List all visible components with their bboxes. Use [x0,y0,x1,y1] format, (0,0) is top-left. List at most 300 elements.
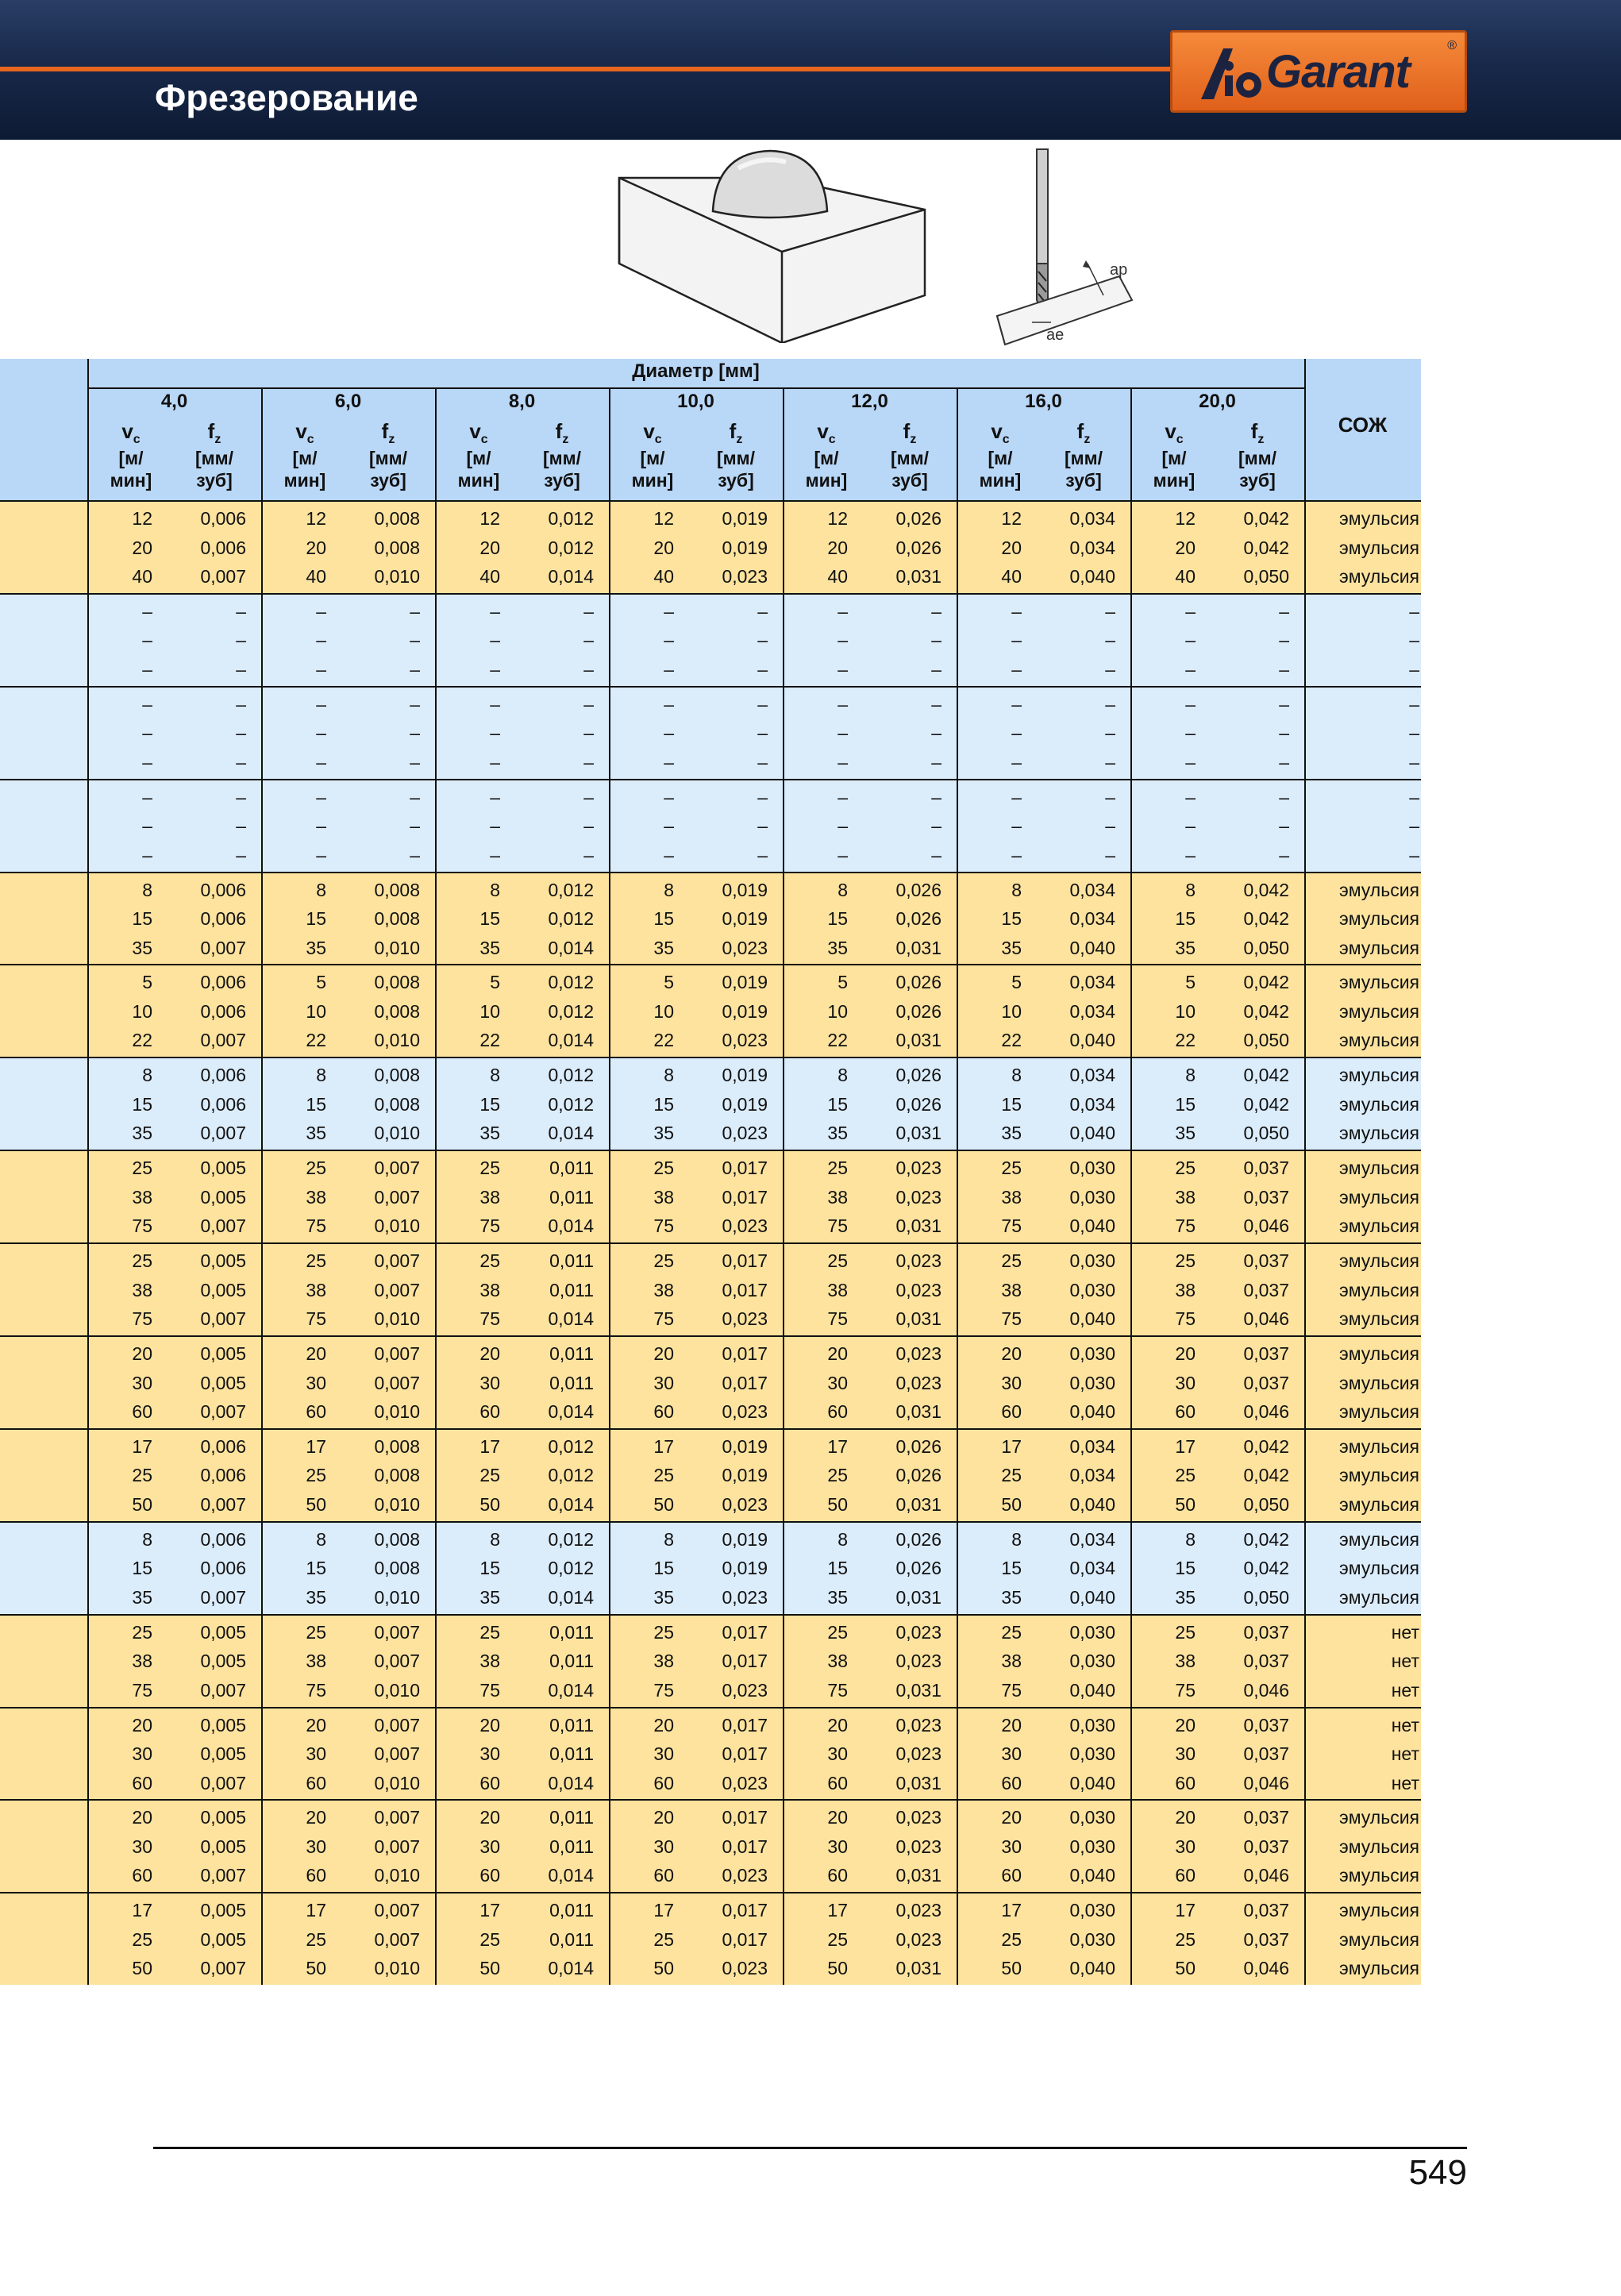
vc-value: – [316,751,326,772]
coolant-value: эмульсия [1338,1250,1419,1272]
coolant-value: эмульсия [1338,1000,1419,1022]
fz-value: – [410,658,420,680]
vc-value: – [490,658,500,680]
fz-value: 0,037 [1243,1714,1289,1735]
fz-value: 0,023 [722,1123,768,1144]
vc-unit-line2: мин] [283,470,326,491]
fz-value: – [757,630,768,651]
table-row [0,1584,1421,1612]
fz-value: 0,040 [1069,1308,1115,1330]
vc-value: 30 [653,1743,674,1765]
vc-value: 10 [1001,1000,1022,1022]
material-group [0,1614,1421,1707]
fz-value: – [1105,658,1115,680]
table-row [0,998,1421,1027]
vc-unit-line2: мин] [631,470,674,491]
fz-value: 0,042 [1243,879,1289,900]
vc-unit-line2: мин] [457,470,500,491]
fz-value: 0,023 [722,1586,768,1608]
material-group [0,779,1421,872]
fz-value: 0,007 [374,1743,420,1765]
fz-value: 0,007 [374,1900,420,1921]
ball-end-mill-icon [984,144,1175,351]
vc-value: 25 [1001,1465,1022,1486]
coolant-value: – [1409,786,1419,807]
vc-value: 50 [479,1493,500,1515]
fz-value: – [931,844,941,865]
coolant-value: – [1409,844,1419,865]
fz-subscript: z [910,433,917,447]
vc-value: 35 [479,937,500,958]
vc-value: – [316,630,326,651]
fz-value: 0,012 [548,508,594,529]
vc-value: 60 [1001,1772,1022,1793]
fz-value: 0,014 [548,1308,594,1330]
vc-value: 8 [837,1528,848,1550]
fz-value: 0,037 [1243,1186,1289,1208]
fz-value: 0,017 [722,1807,768,1828]
vc-value: 22 [479,1030,500,1051]
vc-value: 20 [132,1343,152,1365]
fz-value: 0,010 [374,1958,420,1979]
fz-value: 0,012 [548,879,594,900]
vc-value: – [142,693,152,715]
vc-value: – [1185,693,1196,715]
fz-value: 0,005 [200,1372,246,1393]
fz-unit-line2: зуб] [718,470,754,491]
vc-value: – [837,600,848,622]
vc-value: 75 [479,1215,500,1237]
vc-value: 15 [479,1093,500,1115]
vc-value: 38 [653,1651,674,1672]
coolant-value: эмульсия [1338,879,1419,900]
fz-value: 0,026 [895,908,941,930]
vc-symbol [791,419,862,447]
fz-value: 0,042 [1243,1065,1289,1086]
vc-value: 12 [1175,508,1196,529]
vc-value: 50 [1001,1493,1022,1515]
fz-subscript: z [214,433,221,447]
coolant-value: эмульсия [1338,1928,1419,1950]
vc-value: 20 [827,1714,848,1735]
vc-value: 20 [132,1807,152,1828]
vc-value: – [490,815,500,837]
fz-unit-line2: зуб] [544,470,580,491]
fz-value: 0,012 [548,1465,594,1486]
vc-value: 60 [306,1772,326,1793]
fz-value: 0,017 [722,1621,768,1643]
fz-value: 0,007 [200,1493,246,1515]
fz-value: 0,017 [722,1372,768,1393]
vc-value: 17 [479,1435,500,1457]
fz-value: 0,023 [722,1493,768,1515]
vc-value: 35 [1001,1586,1022,1608]
column-divider [261,389,263,500]
vc-value: 30 [132,1372,152,1393]
table-row [0,1433,1421,1462]
fz-value: 0,007 [200,1772,246,1793]
vc-value: 60 [132,1772,152,1793]
fz-value: – [236,693,246,715]
fz-value: 0,008 [374,972,420,993]
fz-value: 0,031 [895,1493,941,1515]
fz-value: 0,050 [1243,1586,1289,1608]
vc-symbol-text: v [991,419,1003,443]
vc-unit-line1: [м/ [640,448,665,468]
vc-value: 50 [132,1493,152,1515]
fz-value: 0,031 [895,1030,941,1051]
vc-value: 75 [1175,1215,1196,1237]
fz-value: 0,023 [722,1308,768,1330]
vc-value: 30 [306,1372,326,1393]
fz-value: 0,023 [722,1958,768,1979]
vc-value: 35 [132,1586,152,1608]
vc-symbol [269,419,341,447]
column-divider [783,389,784,500]
fz-value: 0,040 [1069,1679,1115,1701]
vc-value: – [1011,815,1022,837]
vc-value: 25 [132,1465,152,1486]
vc-value: 60 [827,1401,848,1423]
vc-value: 25 [1001,1250,1022,1272]
fz-value: 0,007 [374,1651,420,1672]
vc-value: 50 [1175,1493,1196,1515]
material-group [0,1057,1421,1150]
fz-value: 0,023 [895,1250,941,1272]
vc-value: – [316,600,326,622]
table-row [0,934,1421,963]
vc-subscript: c [1002,433,1010,447]
fz-value: 0,006 [200,537,246,558]
fz-value: 0,006 [200,972,246,993]
fz-value: 0,042 [1243,1435,1289,1457]
fz-value: 0,019 [722,972,768,993]
fz-value: 0,014 [548,1215,594,1237]
fz-value: 0,040 [1069,1772,1115,1793]
fz-value: 0,031 [895,1586,941,1608]
fz-value: 0,037 [1243,1836,1289,1857]
fz-value: 0,050 [1243,1030,1289,1051]
vc-value: 38 [132,1651,152,1672]
vc-value: 8 [1011,1528,1022,1550]
vc-symbol [443,419,514,447]
vc-value: 20 [479,1714,500,1735]
fz-value: 0,011 [549,1651,594,1672]
fz-value: 0,023 [722,1679,768,1701]
table-row [0,1027,1421,1055]
fz-symbol [348,419,428,447]
vc-value: 25 [479,1158,500,1179]
vc-value: 38 [1001,1186,1022,1208]
vc-value: 50 [653,1493,674,1515]
vc-value: 25 [1001,1621,1022,1643]
coolant-value: эмульсия [1338,1558,1419,1579]
fz-value: 0,026 [895,1465,941,1486]
fz-value: – [1105,815,1115,837]
fz-value: 0,042 [1243,972,1289,993]
fz-value: 0,023 [722,1401,768,1423]
vc-value: 30 [479,1836,500,1857]
vc-value: 75 [306,1308,326,1330]
fz-value: 0,014 [548,1586,594,1608]
vc-value: – [142,844,152,865]
vc-value: 35 [827,1123,848,1144]
fz-value: 0,026 [895,972,941,993]
vc-value: 17 [306,1435,326,1457]
fz-subscript: z [736,433,743,447]
fz-value: – [757,844,768,865]
fz-value: 0,007 [200,1123,246,1144]
vc-value: 25 [306,1465,326,1486]
diameter-value: 8,0 [508,391,536,412]
fz-value: 0,007 [200,1030,246,1051]
table-row [0,1277,1421,1305]
table-body [0,500,1421,1985]
vc-value: 17 [1001,1435,1022,1457]
fz-value: 0,042 [1243,1000,1289,1022]
fz-value: 0,031 [895,1865,941,1886]
vc-value: 5 [664,972,674,993]
fz-value: – [1105,600,1115,622]
coolant-value: эмульсия [1338,1158,1419,1179]
fz-value: 0,023 [895,1651,941,1672]
vc-unit-line2: мин] [979,470,1022,491]
fz-value: 0,011 [549,1714,594,1735]
fz-value: 0,007 [200,1958,246,1979]
vc-value: 17 [132,1435,152,1457]
fz-value: – [236,600,246,622]
fz-value: – [410,722,420,744]
vc-value: 60 [1175,1401,1196,1423]
fz-subscript: z [1084,433,1091,447]
fz-value: – [931,600,941,622]
vc-value: 35 [1001,1123,1022,1144]
fz-value: 0,026 [895,1558,941,1579]
vc-value: 20 [479,537,500,558]
vc-value: 38 [1001,1651,1022,1672]
fz-symbol [696,419,776,447]
fz-subscript: z [388,433,395,447]
fz-value: – [1105,844,1115,865]
vc-value: 35 [827,1586,848,1608]
fz-value: 0,017 [722,1279,768,1300]
coolant-value: – [1409,722,1419,744]
fz-value: 0,005 [200,1158,246,1179]
table-row [0,1119,1421,1148]
vc-value: 25 [306,1158,326,1179]
fz-value: 0,005 [200,1651,246,1672]
fz-value: 0,050 [1243,1123,1289,1144]
fz-value: 0,037 [1243,1928,1289,1950]
fz-value: 0,046 [1243,1308,1289,1330]
coolant-value: эмульсия [1338,1528,1419,1550]
vc-value: – [1185,751,1196,772]
vc-value: 12 [653,508,674,529]
vc-value: 20 [132,1714,152,1735]
vc-value: 5 [490,972,500,993]
vc-value: 22 [827,1030,848,1051]
fz-value: 0,006 [200,1435,246,1457]
page-number: 549 [1408,2153,1467,2192]
fz-value: 0,037 [1243,1743,1289,1765]
diameter-value: 12,0 [851,391,888,412]
fz-unit-line1: [мм/ [1064,448,1103,468]
fz-value: 0,011 [549,1621,594,1643]
fz-value: – [931,722,941,744]
fz-value: 0,010 [374,1123,420,1144]
vc-value: 38 [306,1279,326,1300]
page-title: Фрезерование [155,77,418,118]
fz-value: 0,011 [549,1186,594,1208]
fz-value: 0,037 [1243,1250,1289,1272]
vc-subscript: c [480,433,488,447]
vc-value: – [1011,693,1022,715]
fz-value: 0,005 [200,1900,246,1921]
vc-value: 8 [1011,879,1022,900]
fz-value: 0,014 [548,1123,594,1144]
fz-value: 0,040 [1069,1865,1115,1886]
fz-value: 0,006 [200,1093,246,1115]
fz-symbol [1044,419,1123,447]
vc-subscript: c [133,433,141,447]
fz-value: 0,034 [1069,508,1115,529]
fz-symbol [175,419,254,447]
fz-value: – [931,786,941,807]
coolant-value: нет [1391,1621,1419,1643]
coolant-value: эмульсия [1338,1372,1419,1393]
vc-value: – [837,786,848,807]
coolant-value: – [1409,630,1419,651]
coolant-value: эмульсия [1338,1865,1419,1886]
vc-value: 30 [306,1743,326,1765]
vc-symbol [617,419,688,447]
fz-value: 0,042 [1243,537,1289,558]
fz-value: – [1105,693,1115,715]
fz-value: 0,023 [895,1928,941,1950]
vc-value: 15 [1175,1093,1196,1115]
vc-value: 15 [132,908,152,930]
vc-value: 50 [132,1958,152,1979]
vc-value: 38 [132,1186,152,1208]
coolant-value: нет [1391,1714,1419,1735]
vc-value: 8 [664,879,674,900]
vc-value: 10 [653,1000,674,1022]
fz-value: 0,023 [895,1372,941,1393]
table-row [0,719,1421,748]
vc-value: 38 [479,1186,500,1208]
vc-value: – [1185,722,1196,744]
vc-value: 8 [664,1065,674,1086]
fz-value: 0,023 [895,1714,941,1735]
fz-value: 0,034 [1069,1093,1115,1115]
vc-value: – [1011,786,1022,807]
vc-value: 15 [1001,1558,1022,1579]
vc-value: 15 [306,1093,326,1115]
vc-value: 15 [306,908,326,930]
vc-value: 75 [306,1679,326,1701]
vc-value: 25 [827,1158,848,1179]
fz-value: 0,042 [1243,1528,1289,1550]
material-group [0,1521,1421,1614]
column-divider [1130,389,1132,500]
fz-value: 0,012 [548,1528,594,1550]
fz-value: 0,017 [722,1158,768,1179]
vc-value: 12 [479,508,500,529]
coolant-value: эмульсия [1338,1093,1419,1115]
fz-symbol [870,419,949,447]
vc-value: 25 [653,1250,674,1272]
fz-value: 0,019 [722,1065,768,1086]
fz-value: 0,005 [200,1279,246,1300]
vc-symbol [95,419,167,447]
fz-value: – [583,693,594,715]
fz-value: 0,007 [374,1836,420,1857]
fz-value: 0,040 [1069,1401,1115,1423]
vc-value: 75 [653,1679,674,1701]
fz-unit-line1: [мм/ [890,448,930,468]
vc-value: 25 [132,1158,152,1179]
vc-value: 12 [1001,508,1022,529]
coolant-value: эмульсия [1338,937,1419,958]
vc-value: 8 [490,1528,500,1550]
fz-value: 0,042 [1243,1093,1289,1115]
material-group [0,964,1421,1057]
fz-value: 0,014 [548,1865,594,1886]
coolant-value: эмульсия [1338,1215,1419,1237]
vc-subscript: c [828,433,836,447]
fz-value: 0,026 [895,879,941,900]
vc-value: 8 [490,1065,500,1086]
vc-value: 60 [132,1865,152,1886]
fz-value: – [410,844,420,865]
vc-value: 8 [142,1528,152,1550]
fz-value: 0,023 [895,1621,941,1643]
ae-label: ae [1046,326,1065,344]
table-row [0,1955,1421,1983]
vc-symbol-text: v [643,419,655,443]
vc-value: 25 [653,1928,674,1950]
fz-value: 0,007 [200,566,246,587]
table-row [0,1370,1421,1398]
vc-value: 25 [306,1928,326,1950]
vc-value: 25 [479,1465,500,1486]
vc-value: – [1185,844,1196,865]
fz-value: – [757,815,768,837]
vc-value: 50 [827,1958,848,1979]
vc-value: 30 [1175,1743,1196,1765]
vc-symbol-text: v [817,419,829,443]
vc-value: 38 [479,1651,500,1672]
fz-value: 0,034 [1069,1435,1115,1457]
vc-value: 15 [132,1558,152,1579]
fz-value: 0,031 [895,1401,941,1423]
fz-value: 0,030 [1069,1807,1115,1828]
vc-value: 35 [653,1123,674,1144]
fz-value: 0,014 [548,1030,594,1051]
table-row [0,1462,1421,1490]
fz-value: 0,005 [200,1743,246,1765]
vc-value: 8 [142,1065,152,1086]
vc-value: 17 [132,1900,152,1921]
fz-value: – [1279,658,1289,680]
fz-value: 0,030 [1069,1158,1115,1179]
fz-value: 0,008 [374,1465,420,1486]
vc-value: 75 [827,1215,848,1237]
vc-value: – [1185,786,1196,807]
coolant-value: нет [1391,1743,1419,1765]
table-row [0,784,1421,812]
fz-value: 0,008 [374,1065,420,1086]
